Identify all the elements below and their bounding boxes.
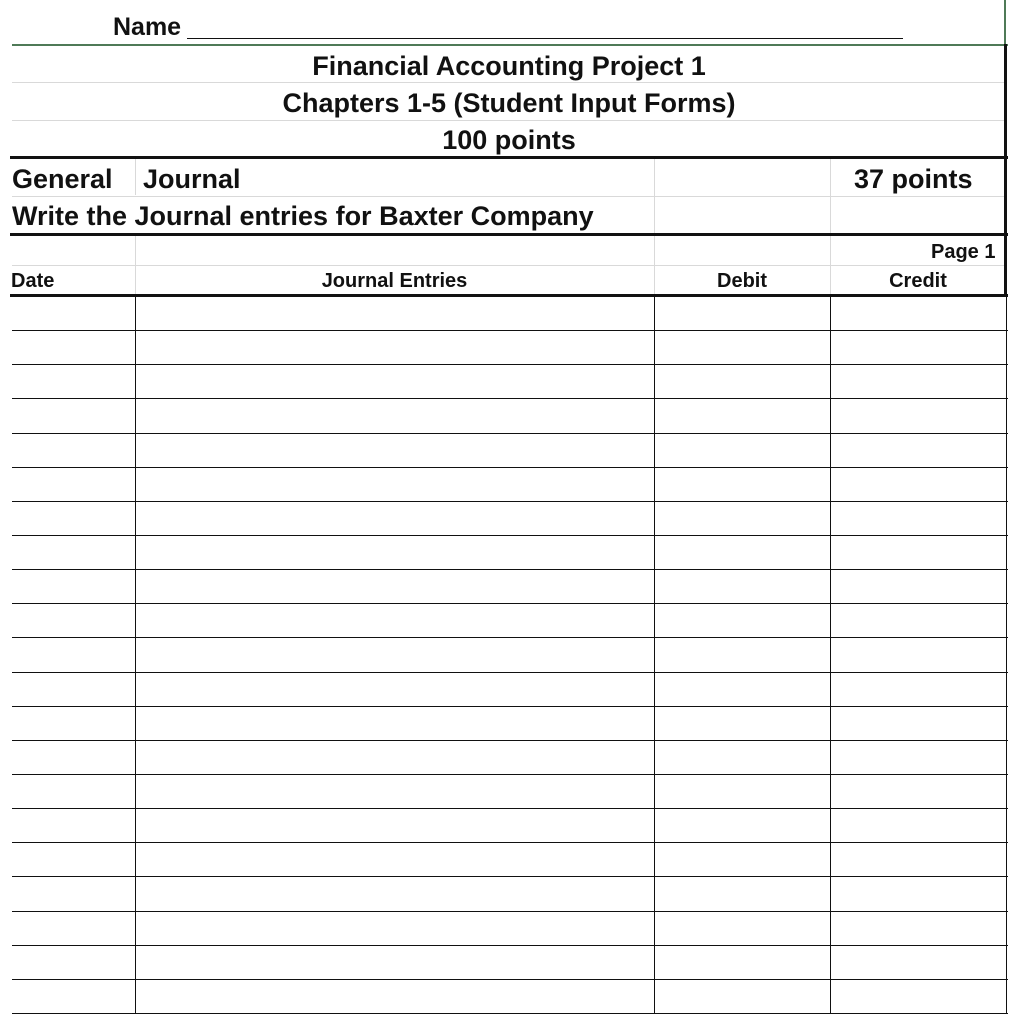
entry-cell[interactable] <box>136 945 654 979</box>
credit-cell[interactable] <box>831 296 1007 330</box>
credit-cell[interactable] <box>831 501 1007 535</box>
debit-cell[interactable] <box>655 603 830 637</box>
date-cell[interactable] <box>12 330 135 364</box>
credit-cell[interactable] <box>831 433 1007 467</box>
page-number: Page 1 <box>931 241 996 263</box>
credit-cell[interactable] <box>831 330 1007 364</box>
debit-cell[interactable] <box>655 672 830 706</box>
date-cell[interactable] <box>12 637 135 671</box>
project-title: Financial Accounting Project 1 <box>312 51 706 81</box>
entry-cell[interactable] <box>136 911 654 945</box>
entry-cell[interactable] <box>136 603 654 637</box>
credit-cell[interactable] <box>831 876 1007 910</box>
date-cell[interactable] <box>12 740 135 774</box>
date-cell[interactable] <box>12 467 135 501</box>
debit-cell[interactable] <box>655 740 830 774</box>
section-points: 37 points <box>854 164 973 194</box>
credit-cell[interactable] <box>831 364 1007 398</box>
entry-cell[interactable] <box>136 637 654 671</box>
debit-cell[interactable] <box>655 808 830 842</box>
chapters-subtitle: Chapters 1-5 (Student Input Forms) <box>282 88 736 118</box>
entry-cell[interactable] <box>136 706 654 740</box>
credit-cell[interactable] <box>831 842 1007 876</box>
debit-cell[interactable] <box>655 398 830 432</box>
date-cell[interactable] <box>12 398 135 432</box>
entry-cell[interactable] <box>136 842 654 876</box>
credit-cell[interactable] <box>831 808 1007 842</box>
date-column-header: Date <box>11 270 55 292</box>
date-cell[interactable] <box>12 296 135 330</box>
entry-cell[interactable] <box>136 808 654 842</box>
date-cell[interactable] <box>12 603 135 637</box>
debit-cell[interactable] <box>655 911 830 945</box>
debit-cell[interactable] <box>655 979 830 1013</box>
gridline <box>12 265 1004 266</box>
instruction-bottom-border <box>10 233 1008 236</box>
top-accent-edge <box>1004 0 1006 46</box>
name-field[interactable] <box>187 38 903 39</box>
gridline <box>12 196 1004 197</box>
row-divider <box>12 1013 1008 1014</box>
date-cell[interactable] <box>12 569 135 603</box>
date-cell[interactable] <box>12 535 135 569</box>
debit-cell[interactable] <box>655 774 830 808</box>
entry-cell[interactable] <box>136 433 654 467</box>
entry-cell[interactable] <box>136 740 654 774</box>
debit-cell[interactable] <box>655 569 830 603</box>
entry-cell[interactable] <box>136 535 654 569</box>
instruction-text: Write the Journal entries for Baxter Company <box>12 201 594 231</box>
date-cell[interactable] <box>12 979 135 1013</box>
entry-cell[interactable] <box>136 330 654 364</box>
credit-cell[interactable] <box>831 398 1007 432</box>
debit-cell[interactable] <box>655 637 830 671</box>
debit-cell[interactable] <box>655 876 830 910</box>
credit-cell[interactable] <box>831 637 1007 671</box>
total-points: 100 points <box>442 125 576 155</box>
date-cell[interactable] <box>12 433 135 467</box>
date-cell[interactable] <box>12 501 135 535</box>
credit-column-header: Credit <box>889 270 947 292</box>
credit-cell[interactable] <box>831 706 1007 740</box>
entry-cell[interactable] <box>136 774 654 808</box>
name-label: Name <box>113 13 182 41</box>
date-cell[interactable] <box>12 945 135 979</box>
debit-cell[interactable] <box>655 945 830 979</box>
entry-cell[interactable] <box>136 296 654 330</box>
journal-entries-column-header: Journal Entries <box>321 270 468 292</box>
entry-cell[interactable] <box>136 672 654 706</box>
entry-cell[interactable] <box>136 876 654 910</box>
debit-cell[interactable] <box>655 296 830 330</box>
debit-cell[interactable] <box>655 364 830 398</box>
top-accent-line <box>12 44 1008 46</box>
gridline <box>12 82 1004 83</box>
entry-cell[interactable] <box>136 569 654 603</box>
date-cell[interactable] <box>12 808 135 842</box>
entry-cell[interactable] <box>136 398 654 432</box>
credit-cell[interactable] <box>831 979 1007 1013</box>
date-cell[interactable] <box>12 672 135 706</box>
date-cell[interactable] <box>12 706 135 740</box>
date-cell[interactable] <box>12 842 135 876</box>
credit-cell[interactable] <box>831 569 1007 603</box>
credit-cell[interactable] <box>831 740 1007 774</box>
section-top-border <box>10 156 1008 159</box>
debit-cell[interactable] <box>655 706 830 740</box>
entry-cell[interactable] <box>136 979 654 1013</box>
credit-cell[interactable] <box>831 603 1007 637</box>
entry-cell[interactable] <box>136 467 654 501</box>
credit-cell[interactable] <box>831 774 1007 808</box>
entry-cell[interactable] <box>136 501 654 535</box>
gridline <box>12 120 1004 121</box>
credit-cell[interactable] <box>831 535 1007 569</box>
credit-cell[interactable] <box>831 672 1007 706</box>
debit-column-header: Debit <box>717 270 767 292</box>
journal-label: Journal <box>143 164 241 194</box>
debit-cell[interactable] <box>655 842 830 876</box>
debit-cell[interactable] <box>655 433 830 467</box>
credit-cell[interactable] <box>831 911 1007 945</box>
credit-cell[interactable] <box>831 467 1007 501</box>
debit-cell[interactable] <box>655 467 830 501</box>
debit-cell[interactable] <box>655 501 830 535</box>
gridline <box>135 159 136 195</box>
date-cell[interactable] <box>12 876 135 910</box>
general-label: General <box>12 164 113 194</box>
debit-cell[interactable] <box>655 330 830 364</box>
date-cell[interactable] <box>12 364 135 398</box>
credit-cell[interactable] <box>831 945 1007 979</box>
debit-cell[interactable] <box>655 535 830 569</box>
date-cell[interactable] <box>12 774 135 808</box>
entry-cell[interactable] <box>136 364 654 398</box>
date-cell[interactable] <box>12 911 135 945</box>
